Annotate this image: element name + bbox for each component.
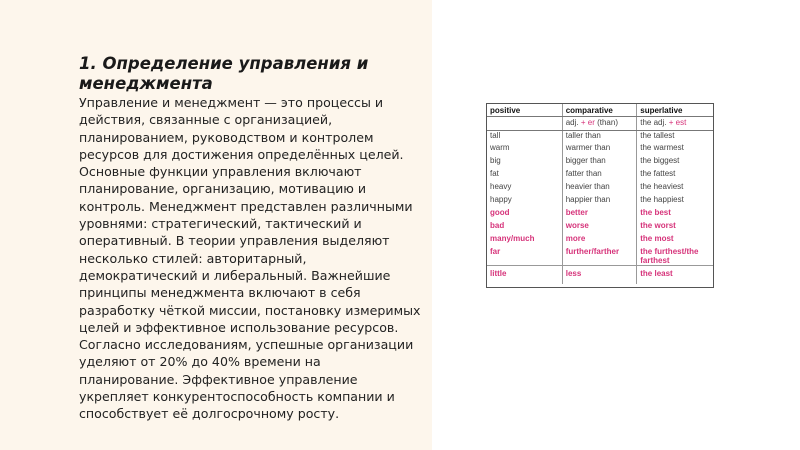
comparison-table — [487, 104, 713, 284]
table-header-row — [487, 104, 713, 116]
cell-comparative: bigger than — [562, 156, 637, 169]
cell-comparative: further/farther — [562, 247, 637, 266]
table-row — [487, 234, 713, 247]
rule-cell-comparative — [562, 116, 637, 130]
rule-text: the adj. — [640, 117, 667, 127]
cell-positive: many/much — [490, 234, 535, 243]
cell-superlative: the best — [637, 208, 713, 221]
cell-comparative: happier than — [562, 195, 637, 208]
cell-positive: warm — [490, 143, 510, 152]
cell-comparative: more — [562, 234, 637, 247]
table-row — [487, 266, 713, 284]
cell-superlative: the worst — [637, 221, 713, 234]
table-rule-row — [487, 116, 713, 130]
header-superlative: superlative — [637, 104, 713, 116]
cell-comparative: warmer than — [562, 143, 637, 156]
table-row — [487, 221, 713, 234]
cell-positive: happy — [490, 195, 512, 204]
cell-superlative: the fattest — [637, 169, 713, 182]
cell-superlative: the furthest/the farthest — [637, 247, 713, 266]
cell-comparative: taller than — [562, 130, 637, 143]
cell-positive: good — [490, 208, 510, 217]
cell-comparative: heavier than — [562, 182, 637, 195]
table-row — [487, 195, 713, 208]
table-row — [487, 130, 713, 143]
cell-superlative: the happiest — [637, 195, 713, 208]
cell-comparative: worse — [562, 221, 637, 234]
slide-title: 1. Определение управления и менеджмента — [79, 54, 369, 93]
cell-positive: far — [490, 247, 501, 256]
cell-superlative: the tallest — [637, 130, 713, 143]
cell-superlative: the warmest — [637, 143, 713, 156]
rule-suffix: + est — [666, 117, 687, 127]
cell-comparative: better — [562, 208, 637, 221]
rule-text-tail: (than) — [594, 117, 618, 127]
rule-text: adj. — [565, 117, 579, 127]
comparison-table-image — [486, 103, 714, 288]
cell-superlative: the biggest — [637, 156, 713, 169]
cell-superlative: the least — [637, 266, 713, 284]
cell-positive: bad — [490, 221, 505, 230]
cell-comparative: less — [562, 266, 637, 284]
cell-positive: big — [490, 156, 501, 165]
table-row — [487, 143, 713, 156]
rule-cell-superlative — [637, 116, 713, 130]
table-row — [487, 247, 713, 266]
header-comparative: comparative — [562, 104, 637, 116]
cell-superlative: the heaviest — [637, 182, 713, 195]
cell-positive: little — [487, 266, 562, 284]
table-row — [487, 182, 713, 195]
cell-superlative: the most — [637, 234, 713, 247]
table-row — [487, 208, 713, 221]
cell-positive: fat — [490, 169, 499, 178]
slide-body-text: Управление и менеджмент — это процессы и действия, связанные с организацией, планированием, руководством и контролем ресурсов для достижения определённых целей. Основные функции управления включают планирование, организацию, мотивацию и контроль. Менеджмент представлен различными уровнями: стратегический, тактический и оперативный. В теории управления выделяют несколько стилей: авторитарный, демократический и либеральный. Важнейшие принципы менеджмента включают в себя разработку чёткой миссии, постановку измеримых целей и эффективное использование ресурсов. Согласно исследованиям, успешные организации уделяют от 20% до 40% времени на планирование. Эффективное управление укрепляет конкурентоспособность компании и способствует её долгосрочному росту. — [79, 95, 421, 422]
table-row — [487, 169, 713, 182]
cell-positive: tall — [490, 130, 501, 140]
cell-positive: heavy — [490, 182, 512, 191]
table-row — [487, 156, 713, 169]
rule-cell-empty — [487, 116, 562, 130]
header-positive: positive — [487, 104, 562, 116]
cell-comparative: fatter than — [562, 169, 637, 182]
rule-suffix: + er — [578, 117, 595, 127]
